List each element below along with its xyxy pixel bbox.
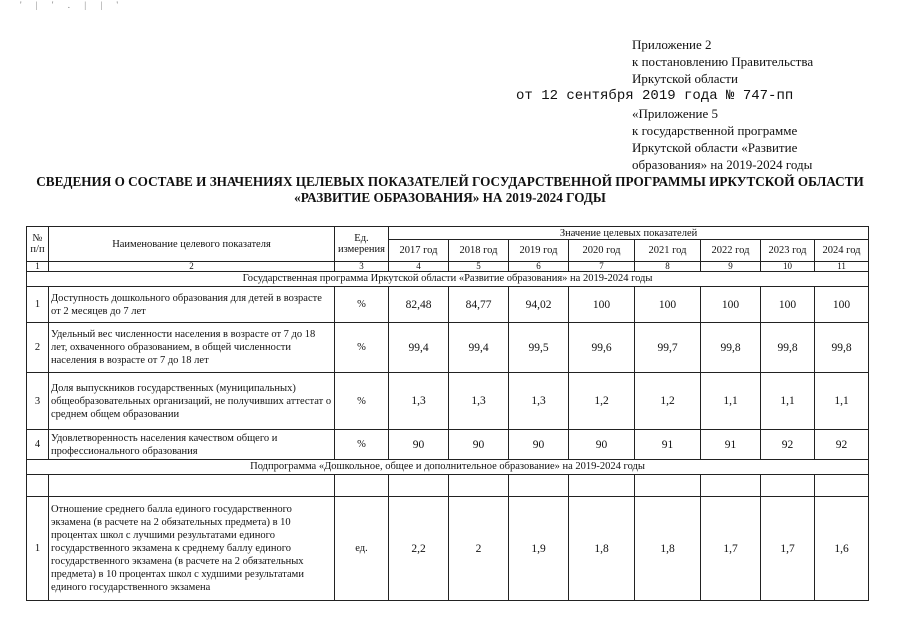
col-number: 1 [27, 262, 49, 272]
value-cell: 2 [449, 497, 509, 601]
table-row [27, 373, 869, 430]
indicator-name: Доступность дошкольного образования для детей в возрасте от 2 месяцев до 7 лет [49, 287, 335, 323]
row-num: 2 [27, 323, 49, 373]
row-num: 1 [27, 287, 49, 323]
unit-cell: % [335, 373, 389, 430]
unit-cell: % [335, 323, 389, 373]
value-cell: 100 [635, 287, 701, 323]
value-cell: 99,8 [761, 323, 815, 373]
section-heading: Подпрограмма «Дошкольное, общее и дополнительное образование» на 2019-2024 годы [27, 460, 869, 475]
value-cell: 99,4 [449, 323, 509, 373]
value-cell: 90 [449, 430, 509, 460]
col-number: 5 [449, 262, 509, 272]
value-cell: 1,1 [815, 373, 869, 430]
header-num: № п/п [27, 227, 49, 262]
value-cell: 100 [701, 287, 761, 323]
appendix-line: к государственной программе [632, 123, 798, 138]
header-name: Наименование целевого показателя [49, 227, 335, 262]
decree-date-number: от 12 сентября 2019 года № 747-пп [516, 88, 794, 104]
value-cell: 92 [815, 430, 869, 460]
value-cell: 1,7 [701, 497, 761, 601]
value-cell: 84,77 [449, 287, 509, 323]
unit-cell: % [335, 430, 389, 460]
value-cell: 1,1 [701, 373, 761, 430]
section-heading: Государственная программа Иркутской области «Развитие образования» на 2019-2024 годы [27, 272, 869, 287]
value-cell: 1,8 [569, 497, 635, 601]
row-num: 4 [27, 430, 49, 460]
row-num: 3 [27, 373, 49, 430]
value-cell: 1,3 [509, 373, 569, 430]
value-cell: 100 [815, 287, 869, 323]
unit-cell: ед. [335, 497, 389, 601]
value-cell: 90 [389, 430, 449, 460]
col-number: 4 [389, 262, 449, 272]
value-cell: 94,02 [509, 287, 569, 323]
value-cell: 1,6 [815, 497, 869, 601]
title-line: СВЕДЕНИЯ О СОСТАВЕ И ЗНАЧЕНИЯХ ЦЕЛЕВЫХ ПОКАЗАТЕЛЕЙ ГОСУДАРСТВЕННОЙ ПРОГРАММЫ ИРКУТСКОЙ ОБЛАСТИ [36, 174, 864, 189]
row-num: 1 [27, 497, 49, 601]
value-cell: 99,4 [389, 323, 449, 373]
col-number: 6 [509, 262, 569, 272]
unit-cell: % [335, 287, 389, 323]
value-cell: 1,1 [761, 373, 815, 430]
header-year: 2019 год [509, 240, 569, 262]
value-cell: 91 [635, 430, 701, 460]
value-cell: 90 [569, 430, 635, 460]
col-number: 7 [569, 262, 635, 272]
table-row [27, 323, 869, 373]
header-unit: Ед. измерения [335, 227, 389, 262]
appendix-line: Иркутской области [632, 71, 738, 86]
col-number: 3 [335, 262, 389, 272]
value-cell: 99,8 [701, 323, 761, 373]
indicator-name: Удовлетворенность населения качеством общего и профессионального образования [49, 430, 335, 460]
document-title [10, 174, 890, 206]
indicators-table [26, 226, 869, 601]
value-cell: 1,9 [509, 497, 569, 601]
header-year: 2023 год [761, 240, 815, 262]
table-row [27, 497, 869, 601]
table-row [27, 430, 869, 460]
appendix-line: образования» на 2019-2024 годы [632, 157, 813, 172]
header-year: 2017 год [389, 240, 449, 262]
appendix-line: к постановлению Правительства [632, 54, 814, 69]
value-cell: 99,6 [569, 323, 635, 373]
header-year: 2024 год [815, 240, 869, 262]
header-values-group: Значение целевых показателей [389, 227, 869, 240]
value-cell: 100 [761, 287, 815, 323]
appendix-header [632, 36, 813, 87]
col-number: 8 [635, 262, 701, 272]
value-cell: 92 [761, 430, 815, 460]
header-year: 2021 год [635, 240, 701, 262]
appendix-sub-header [632, 105, 812, 173]
appendix-line: «Приложение 5 [632, 106, 719, 121]
table-row [27, 287, 869, 323]
value-cell: 1,7 [761, 497, 815, 601]
value-cell: 100 [569, 287, 635, 323]
value-cell: 91 [701, 430, 761, 460]
appendix-line: Иркутской области «Развитие [632, 140, 798, 155]
value-cell: 99,8 [815, 323, 869, 373]
indicator-name: Доля выпускников государственных (муниципальных) общеобразовательных организаций, не получивших аттестат о среднем общем образовании [49, 373, 335, 430]
header-year: 2018 год [449, 240, 509, 262]
value-cell: 90 [509, 430, 569, 460]
col-number: 11 [815, 262, 869, 272]
appendix-line: Приложение 2 [632, 37, 712, 52]
header-year: 2022 год [701, 240, 761, 262]
value-cell: 99,7 [635, 323, 701, 373]
value-cell: 82,48 [389, 287, 449, 323]
title-line: «РАЗВИТИЕ ОБРАЗОВАНИЯ» НА 2019-2024 ГОДЫ [294, 190, 606, 205]
value-cell: 2,2 [389, 497, 449, 601]
value-cell: 1,3 [449, 373, 509, 430]
value-cell: 1,8 [635, 497, 701, 601]
table-row-spacer [27, 475, 869, 497]
value-cell: 99,5 [509, 323, 569, 373]
indicator-name: Удельный вес численности населения в возрасте от 7 до 18 лет, охваченного образованием, в общей численности населения в возрасте от 7 до 18 лет [49, 323, 335, 373]
col-number: 2 [49, 262, 335, 272]
col-number: 9 [701, 262, 761, 272]
col-number: 10 [761, 262, 815, 272]
header-year: 2020 год [569, 240, 635, 262]
value-cell: 1,2 [569, 373, 635, 430]
indicator-name: Отношение среднего балла единого государственного экзамена (в расчете на 2 обязательных предмета) в 10 процентах школ с лучшими результатами единого государственного экзамена к среднему баллу единого государственного экзамена (в расчете на 2 обязательных предмета) в 10 процентах школ с худшими результатами единого государственного экзамена [49, 497, 335, 601]
value-cell: 1,3 [389, 373, 449, 430]
value-cell: 1,2 [635, 373, 701, 430]
scan-top-marks: ' | ' . | | ' [20, 0, 125, 10]
